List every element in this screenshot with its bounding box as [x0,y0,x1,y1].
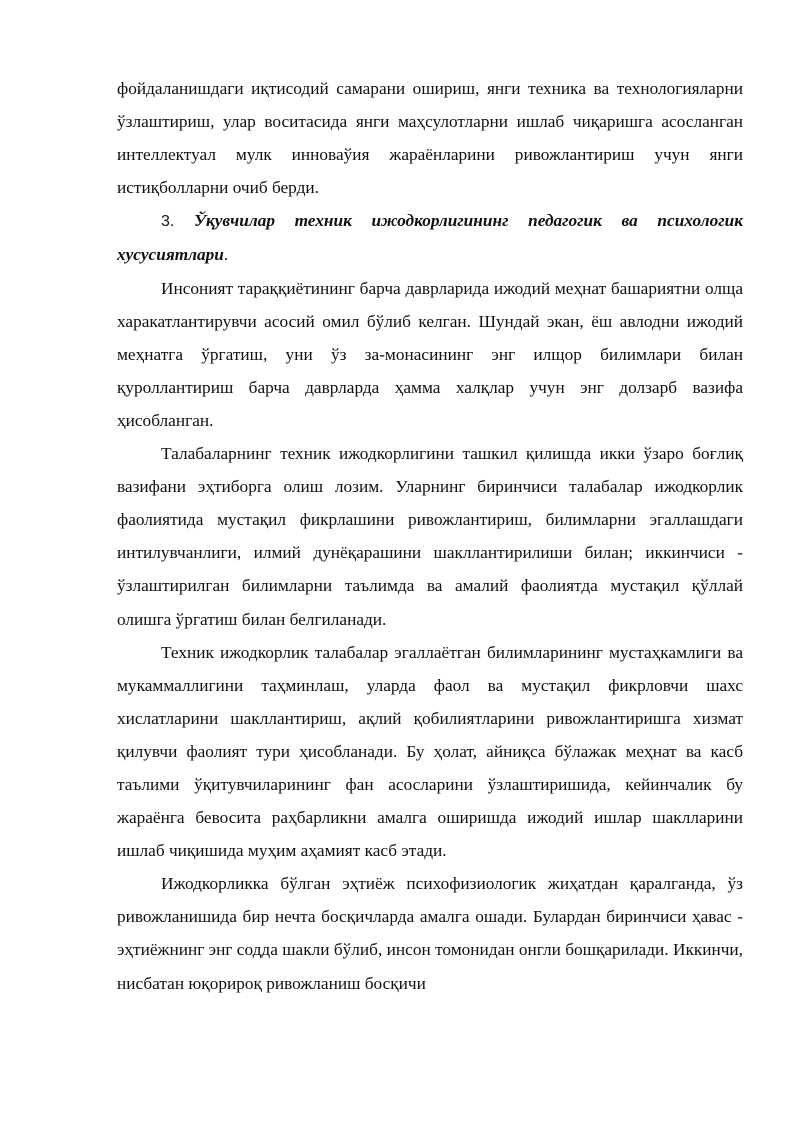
paragraph: Инсоният тараққиётининг барча даврларида ижодий меҳнат башариятни олща харакатлантирувчи асосий омил бўлиб келган. Шундай экан, ёш авлодни ижодий меҳнатга ўргатиш, уни ўз за-монасининг энг илщор билимлари билан қуроллантириш барча даврларда ҳамма халқлар учун энг долзарб вазифа ҳисобланган. [117,278,743,430]
paragraph: Ижодкорликка бўлган эҳтиёж психофизиологик жиҳатдан қаралганда, ўз ривожланишида бир нечта босқичларда амалга ошади. Булардан биринчиси ҳавас - эҳтиёжнинг энг содда шакли бўлиб, инсон томонидан онгли бошқарилади. Иккинчи, нисбатан юқорироқ ривожланиш босқичи [117,874,743,993]
paragraph: Талабаларнинг техник ижодкорлигини ташкил қилишда икки ўзаро боғлиқ вазифани эҳтиборга олиш лозим. Уларнинг биринчиси талабалар ижодкорлик фаолиятида мустақил фикрлашини ривожлантириш, билимларни эгаллашдаги интилувчанлиги, илмий дунёқарашини шакллантирилиши билан; иккинчиси - ўзлаштирилган билимларни таълимда ва амалий фаолиятда мустақил қўллай олишга ўргатиш билан белгиланади. [117,444,743,629]
paragraph: Техник ижодкорлик талабалар эгаллаётган билимларининг мустаҳкамлиги ва мукаммаллигини таҳминлаш, уларда фаол ва мустақил фикрловчи шахс хислатларини шакллантириш, ақлий қобилиятларини ривожлантиришга хизмат қилувчи фаолият тури ҳисобланади. Бу ҳолат, айниқса бўлажак меҳнат ва касб таълими ўқитувчиларининг фан асосларини ўзлаштиришида, кейинчалик бу жараёнга бевосита раҳбарликни амалга оширишда ижодий ишлар шаклларини ишлаб чиқишида муҳим аҳамият касб этади. [117,642,743,861]
section-title: Ўқувчилар техник ижодкорлигининг педагогик ва психологик хусусиятлари [117,211,743,265]
section-number: 3. [161,213,175,231]
paragraph-continued: фойдаланишдаги иқтисодий самарани ошириш, янги техника ва технологияларни ўзлаштириш, улар воситасида янги маҳсулотларни ишлаб чиқаришга асосланган интеллектуал мулк инноваўия жараёнларини ривожлантириш учун янги истиқболларни очиб берди. [117,79,743,198]
page-body [117,72,743,1000]
section-title-end: . [223,245,229,265]
section-heading [117,204,743,271]
